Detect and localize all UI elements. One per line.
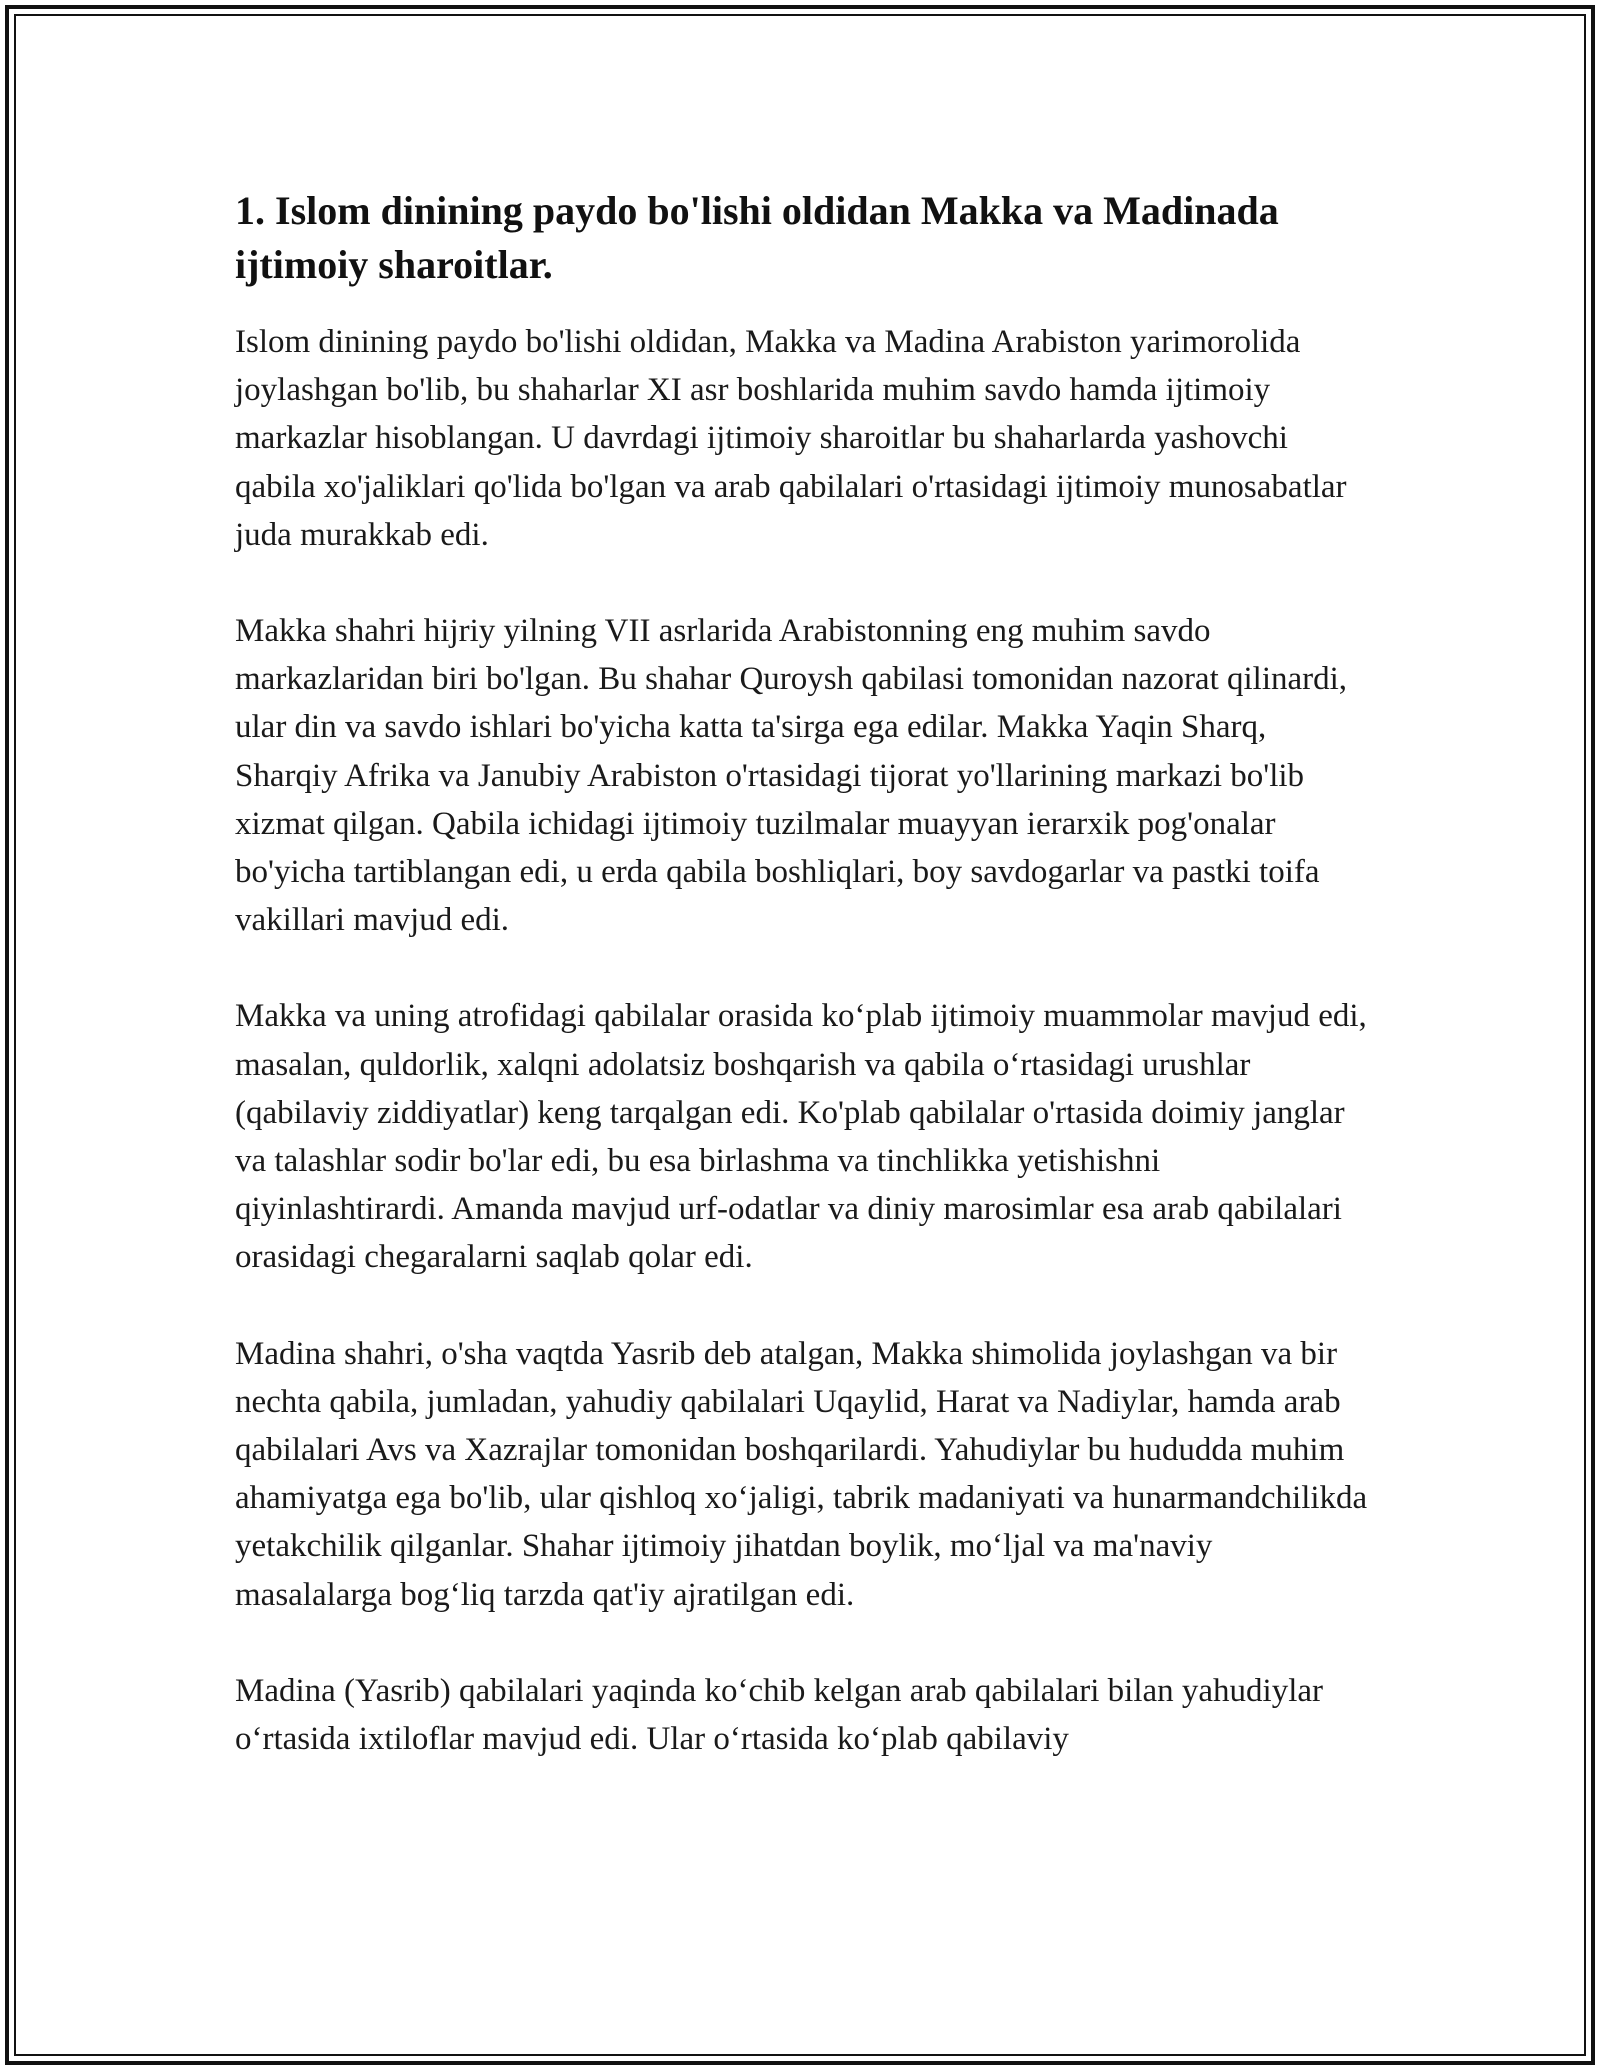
section-heading: 1. Islom dinining paydo bo'lishi oldidan Makka va Madinada ijtimoiy sharoitlar. <box>235 188 1279 287</box>
paragraph-2: Makka shahri hijriy yilning VII asrlarida Arabistonning eng muhim savdo markazlaridan biri bo'lgan. Bu shahar Quroysh qabilasi tomonidan nazorat qilinardi, ular din va savdo ishlari bo'yicha katta ta'sirga ega edilar. Makka Yaqin Sharq, Sharqiy Afrika va Janubiy Arabiston o'rtasidagi tijorat yo'llarining markazi bo'lib xizmat qilgan. Qabila ichidagi ijtimoiy tuzilmalar muayyan ierarxik pog'onalar bo'yicha tartiblangan edi, u erda qabila boshliqlari, boy savdogarlar va pastki toifa vakillari mavjud edi. <box>235 613 1348 939</box>
paragraph-4: Madina shahri, o'sha vaqtda Yasrib deb atalgan, Makka shimolida joylashgan va bir nechta qabila, jumladan, yahudiy qabilalari Uqaylid, Harat va Nadiylar, hamda arab qabilalari Avs va Xazrajlar tomonidan boshqarilardi. Yahudiylar bu hududda muhim ahamiyatga ega bo'lib, ular qishloq xo‘jaligi, tabrik madaniyati va hunarmandchilikda yetakchilik qilganlar. Shahar ijtimoiy jihatdan boylik, mo‘ljal va ma'naviy masalalarga bog‘liq tarzda qat'iy ajratilgan edi. <box>235 1335 1368 1613</box>
paragraph-3: Makka va uning atrofidagi qabilalar orasida ko‘plab ijtimoiy muammolar mavjud edi, masalan, quldorlik, xalqni adolatsiz boshqarish va qabila o‘rtasidagi urushlar (qabilaviy ziddiyatlar) keng tarqalgan edi. Ko'plab qabilalar o'rtasida doimiy janglar va talashlar sodir bo'lar edi, bu esa birlashma va tinchlikka yetishishni qiyinlashtirardi. Amanda mavjud urf-odatlar va diniy marosimlar esa arab qabilalari orasidagi chegaralarni saqlab qolar edi. <box>235 998 1367 1276</box>
paragraph-1: Islom dinining paydo bo'lishi oldidan, Makka va Madina Arabiston yarimorolida joylashgan bo'lib, bu shaharlar XI asr boshlarida muhim savdo hamda ijtimoiy markazlar hisoblangan. U davrdagi ijtimoiy sharoitlar bu shaharlarda yashovchi qabila xo'jaliklari qo'lida bo'lgan va arab qabilalari o'rtasidagi ijtimoiy munosabatlar juda murakkab edi. <box>235 324 1347 553</box>
paragraph-5: Madina (Yasrib) qabilalari yaqinda ko‘chib kelgan arab qabilalari bilan yahudiylar o‘rtasida ixtiloflar mavjud edi. Ular o‘rtasida ko‘plab qabilaviy <box>235 1672 1324 1758</box>
document-body <box>235 184 1375 1811</box>
